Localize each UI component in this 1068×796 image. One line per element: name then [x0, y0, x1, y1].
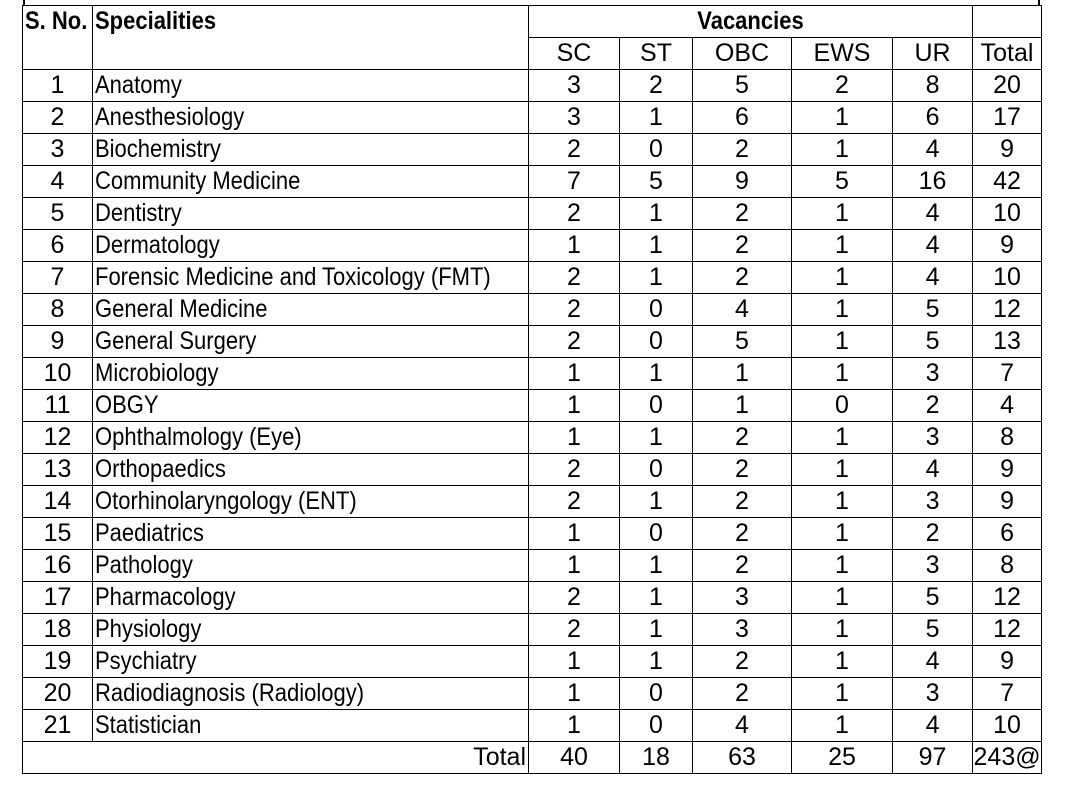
- row-speciality: [93, 70, 529, 102]
- speciality-text: Anesthesiology: [95, 103, 245, 131]
- row-ews: 1: [792, 582, 893, 614]
- table-row: [23, 294, 1042, 326]
- row-sc: 1: [529, 422, 620, 454]
- row-total: 7: [973, 678, 1042, 710]
- row-sno: 17: [23, 582, 93, 614]
- row-ews: 1: [792, 550, 893, 582]
- row-total: 8: [973, 422, 1042, 454]
- row-ur: 3: [893, 486, 973, 518]
- row-ews: 1: [792, 134, 893, 166]
- speciality-text: Orthopaedics: [95, 455, 226, 483]
- total-label: Total: [23, 742, 529, 774]
- total-st: 18: [620, 742, 693, 774]
- row-ur: 5: [893, 326, 973, 358]
- row-ur: 8: [893, 70, 973, 102]
- row-st: 5: [620, 166, 693, 198]
- speciality-text: Physiology: [95, 615, 202, 643]
- row-speciality: [93, 582, 529, 614]
- speciality-text: General Surgery: [95, 327, 257, 355]
- header-sno: S. No.: [23, 6, 93, 70]
- row-sno: 5: [23, 198, 93, 230]
- row-obc: 2: [693, 262, 792, 294]
- row-sno: 10: [23, 358, 93, 390]
- row-speciality: [93, 166, 529, 198]
- row-obc: 6: [693, 102, 792, 134]
- row-ur: 2: [893, 518, 973, 550]
- speciality-text: Ophthalmology (Eye): [95, 423, 302, 451]
- header-ur: UR: [893, 38, 973, 70]
- row-speciality: [93, 646, 529, 678]
- row-st: 1: [620, 358, 693, 390]
- row-sc: 1: [529, 390, 620, 422]
- speciality-text: Otorhinolaryngology (ENT): [95, 487, 357, 515]
- row-sno: 4: [23, 166, 93, 198]
- row-ur: 6: [893, 102, 973, 134]
- header-sc: SC: [529, 38, 620, 70]
- table-row: [23, 166, 1042, 198]
- row-sc: 2: [529, 326, 620, 358]
- row-total: 9: [973, 230, 1042, 262]
- row-ur: 3: [893, 358, 973, 390]
- row-obc: 4: [693, 710, 792, 742]
- row-total: 20: [973, 70, 1042, 102]
- row-sc: 1: [529, 518, 620, 550]
- total-sc: 40: [529, 742, 620, 774]
- row-total: 12: [973, 294, 1042, 326]
- speciality-text: Pharmacology: [95, 583, 236, 611]
- row-st: 0: [620, 518, 693, 550]
- row-speciality: [93, 230, 529, 262]
- row-speciality: [93, 390, 529, 422]
- row-sc: 2: [529, 614, 620, 646]
- row-obc: 4: [693, 294, 792, 326]
- row-st: 1: [620, 102, 693, 134]
- row-speciality: [93, 518, 529, 550]
- row-sno: 11: [23, 390, 93, 422]
- header-vacancies-total-blank: [973, 6, 1042, 38]
- row-obc: 3: [693, 614, 792, 646]
- row-st: 1: [620, 486, 693, 518]
- row-st: 1: [620, 614, 693, 646]
- row-ur: 3: [893, 422, 973, 454]
- row-sno: 15: [23, 518, 93, 550]
- row-ur: 2: [893, 390, 973, 422]
- row-speciality: [93, 102, 529, 134]
- row-ur: 5: [893, 294, 973, 326]
- row-st: 1: [620, 422, 693, 454]
- speciality-text: Dentistry: [95, 199, 182, 227]
- row-st: 0: [620, 390, 693, 422]
- speciality-text: Community Medicine: [95, 167, 301, 195]
- row-speciality: [93, 262, 529, 294]
- row-ur: 16: [893, 166, 973, 198]
- row-sno: 3: [23, 134, 93, 166]
- row-obc: 3: [693, 582, 792, 614]
- table-row: [23, 262, 1042, 294]
- row-speciality: [93, 134, 529, 166]
- row-sno: 7: [23, 262, 93, 294]
- table-row: [23, 614, 1042, 646]
- row-sno: 2: [23, 102, 93, 134]
- row-sno: 8: [23, 294, 93, 326]
- row-st: 1: [620, 582, 693, 614]
- row-obc: 9: [693, 166, 792, 198]
- row-ews: 1: [792, 230, 893, 262]
- row-ews: 1: [792, 614, 893, 646]
- row-ews: 1: [792, 422, 893, 454]
- row-st: 0: [620, 678, 693, 710]
- speciality-text: OBGY: [95, 391, 159, 419]
- row-speciality: [93, 486, 529, 518]
- row-speciality: [93, 454, 529, 486]
- row-sc: 1: [529, 678, 620, 710]
- row-sno: 21: [23, 710, 93, 742]
- row-st: 1: [620, 550, 693, 582]
- row-speciality: [93, 198, 529, 230]
- table-row: [23, 678, 1042, 710]
- row-ews: 0: [792, 390, 893, 422]
- table-row: [23, 390, 1042, 422]
- row-ur: 5: [893, 614, 973, 646]
- row-sc: 3: [529, 102, 620, 134]
- row-speciality: [93, 678, 529, 710]
- row-total: 10: [973, 262, 1042, 294]
- row-sc: 3: [529, 70, 620, 102]
- row-speciality: [93, 550, 529, 582]
- row-sno: 13: [23, 454, 93, 486]
- row-st: 1: [620, 646, 693, 678]
- row-ews: 1: [792, 518, 893, 550]
- table-row: [23, 102, 1042, 134]
- row-ur: 4: [893, 230, 973, 262]
- row-sno: 1: [23, 70, 93, 102]
- row-st: 0: [620, 134, 693, 166]
- row-obc: 2: [693, 198, 792, 230]
- row-ur: 4: [893, 262, 973, 294]
- row-speciality: [93, 710, 529, 742]
- speciality-text: Anatomy: [95, 71, 182, 99]
- row-ur: 4: [893, 454, 973, 486]
- row-sc: 2: [529, 134, 620, 166]
- row-ews: 1: [792, 454, 893, 486]
- table-row: [23, 358, 1042, 390]
- row-sno: 16: [23, 550, 93, 582]
- table-row: [23, 422, 1042, 454]
- row-total: 9: [973, 486, 1042, 518]
- row-sno: 14: [23, 486, 93, 518]
- row-obc: 2: [693, 134, 792, 166]
- row-sc: 1: [529, 230, 620, 262]
- row-sc: 2: [529, 294, 620, 326]
- row-total: 12: [973, 614, 1042, 646]
- table-row: [23, 198, 1042, 230]
- speciality-text: Psychiatry: [95, 647, 197, 675]
- row-sno: 19: [23, 646, 93, 678]
- row-ews: 2: [792, 70, 893, 102]
- speciality-text: Biochemistry: [95, 135, 221, 163]
- row-sno: 6: [23, 230, 93, 262]
- total-obc: 63: [693, 742, 792, 774]
- row-sc: 1: [529, 550, 620, 582]
- row-speciality: [93, 422, 529, 454]
- vacancies-table: [22, 5, 1042, 774]
- row-total: 17: [973, 102, 1042, 134]
- table-row: [23, 454, 1042, 486]
- total-total: 243@: [973, 742, 1042, 774]
- row-ews: 1: [792, 102, 893, 134]
- row-speciality: [93, 326, 529, 358]
- row-ews: 1: [792, 710, 893, 742]
- row-obc: 2: [693, 518, 792, 550]
- row-sc: 2: [529, 582, 620, 614]
- row-sc: 2: [529, 454, 620, 486]
- row-total: 6: [973, 518, 1042, 550]
- row-st: 2: [620, 70, 693, 102]
- row-ur: 4: [893, 134, 973, 166]
- total-ews: 25: [792, 742, 893, 774]
- table-row: [23, 518, 1042, 550]
- row-speciality: [93, 358, 529, 390]
- row-total: 9: [973, 454, 1042, 486]
- row-speciality: [93, 294, 529, 326]
- row-obc: 1: [693, 390, 792, 422]
- row-ews: 1: [792, 198, 893, 230]
- speciality-text: Paediatrics: [95, 519, 204, 547]
- row-total: 12: [973, 582, 1042, 614]
- table-row: [23, 550, 1042, 582]
- row-sc: 2: [529, 486, 620, 518]
- header-total: Total: [973, 38, 1042, 70]
- row-total: 9: [973, 646, 1042, 678]
- row-ews: 1: [792, 326, 893, 358]
- row-total: 42: [973, 166, 1042, 198]
- row-ews: 5: [792, 166, 893, 198]
- row-st: 0: [620, 454, 693, 486]
- row-ews: 1: [792, 646, 893, 678]
- row-obc: 2: [693, 422, 792, 454]
- row-sno: 18: [23, 614, 93, 646]
- speciality-text: Radiodiagnosis (Radiology): [95, 679, 365, 707]
- table-row: [23, 230, 1042, 262]
- row-st: 1: [620, 198, 693, 230]
- row-ur: 5: [893, 582, 973, 614]
- header-obc: OBC: [693, 38, 792, 70]
- total-ur: 97: [893, 742, 973, 774]
- row-obc: 2: [693, 454, 792, 486]
- row-ur: 3: [893, 678, 973, 710]
- row-ews: 1: [792, 358, 893, 390]
- table-row: [23, 582, 1042, 614]
- row-obc: 1: [693, 358, 792, 390]
- speciality-text: Forensic Medicine and Toxicology (FMT): [95, 263, 491, 291]
- row-st: 1: [620, 230, 693, 262]
- row-sc: 7: [529, 166, 620, 198]
- table-row: [23, 646, 1042, 678]
- row-sc: 2: [529, 262, 620, 294]
- row-obc: 2: [693, 646, 792, 678]
- row-ur: 4: [893, 710, 973, 742]
- row-sc: 1: [529, 646, 620, 678]
- row-total: 10: [973, 710, 1042, 742]
- row-ur: 4: [893, 198, 973, 230]
- header-speciality: Specialities: [93, 6, 529, 70]
- row-sc: 1: [529, 358, 620, 390]
- row-ews: 1: [792, 678, 893, 710]
- speciality-text: Microbiology: [95, 359, 219, 387]
- speciality-text: General Medicine: [95, 295, 268, 323]
- row-st: 1: [620, 262, 693, 294]
- header-vacancies: Vacancies: [529, 6, 973, 38]
- row-total: 4: [973, 390, 1042, 422]
- row-sno: 9: [23, 326, 93, 358]
- row-total: 9: [973, 134, 1042, 166]
- speciality-text: Statistician: [95, 711, 202, 739]
- row-speciality: [93, 614, 529, 646]
- table-row: [23, 70, 1042, 102]
- header-ews: EWS: [792, 38, 893, 70]
- row-ur: 3: [893, 550, 973, 582]
- speciality-text: Dermatology: [95, 231, 220, 259]
- row-obc: 2: [693, 230, 792, 262]
- total-row: [23, 742, 1042, 774]
- row-ews: 1: [792, 486, 893, 518]
- row-obc: 5: [693, 70, 792, 102]
- row-ur: 4: [893, 646, 973, 678]
- table-body: [23, 70, 1042, 742]
- row-total: 7: [973, 358, 1042, 390]
- row-st: 0: [620, 710, 693, 742]
- row-sc: 2: [529, 198, 620, 230]
- speciality-text: Pathology: [95, 551, 193, 579]
- row-sno: 20: [23, 678, 93, 710]
- row-total: 10: [973, 198, 1042, 230]
- row-ews: 1: [792, 262, 893, 294]
- table-row: [23, 710, 1042, 742]
- row-obc: 2: [693, 678, 792, 710]
- row-sc: 1: [529, 710, 620, 742]
- table-row: [23, 486, 1042, 518]
- row-total: 8: [973, 550, 1042, 582]
- row-sno: 12: [23, 422, 93, 454]
- row-obc: 5: [693, 326, 792, 358]
- header-st: ST: [620, 38, 693, 70]
- header-row-main: [23, 6, 1042, 38]
- row-ews: 1: [792, 294, 893, 326]
- table-row: [23, 134, 1042, 166]
- table-row: [23, 326, 1042, 358]
- row-obc: 2: [693, 550, 792, 582]
- row-st: 0: [620, 326, 693, 358]
- row-obc: 2: [693, 486, 792, 518]
- row-st: 0: [620, 294, 693, 326]
- row-total: 13: [973, 326, 1042, 358]
